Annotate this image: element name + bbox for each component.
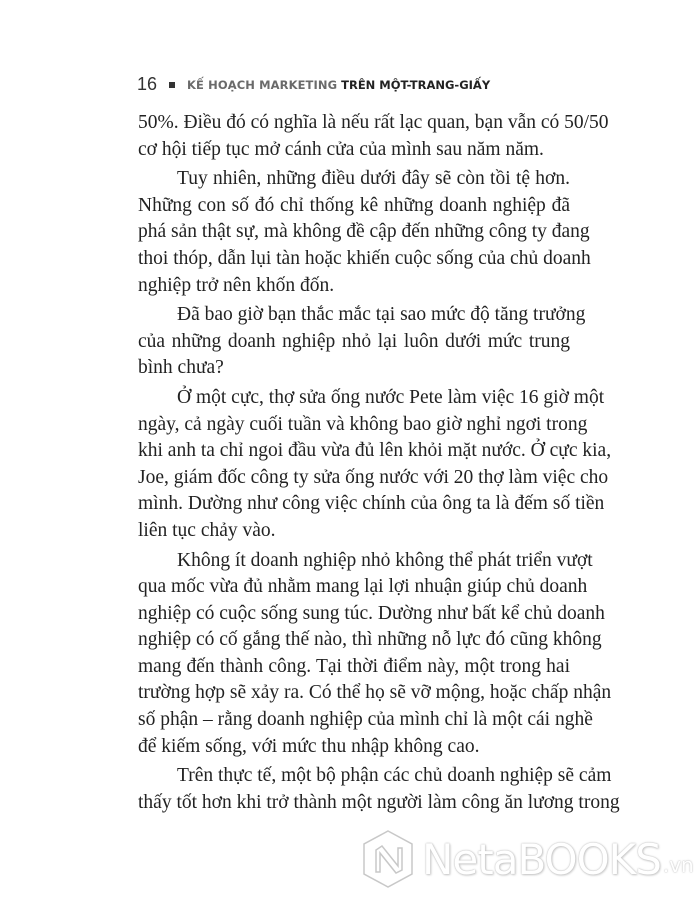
text-line: Không ít doanh nghiệp nhỏ không thể phát triển vượt	[177, 549, 593, 571]
paragraph	[138, 302, 586, 382]
text-line: ngày, cả ngày cuối tuần và không bao giờ nghỉ ngơi trong	[138, 413, 588, 435]
square-bullet-icon	[169, 82, 175, 88]
text-line: nghiệp có cuộc sống sung túc. Dường như bất kể chủ doanh	[138, 602, 605, 624]
text-line: qua mốc vừa đủ nhằm mang lại lợi nhuận giúp chủ doanh	[138, 576, 588, 598]
paragraph	[138, 385, 612, 545]
text-line: Tuy nhiên, những điều dưới đây sẽ còn tồi tệ hơn.	[177, 168, 570, 190]
text-line: trường hợp sẽ xảy ra. Có thể họ sẽ vỡ mộng, hoặc chấp nhận	[138, 682, 612, 704]
text-line: thoi thóp, dẫn lụi tàn hoặc khiến cuộc sống của chủ doanh	[138, 247, 591, 269]
running-header	[137, 74, 490, 95]
paragraph	[138, 110, 609, 163]
netabooks-watermark	[360, 828, 694, 890]
text-line: liên tục chảy vào.	[138, 519, 276, 541]
paragraph	[138, 763, 620, 816]
text-line: cơ hội tiếp tục mở cánh cửa của mình sau năm năm.	[138, 138, 544, 160]
watermark-brand: NetaBOOKS	[422, 834, 661, 884]
text-line: nghiệp có cố gắng thế nào, thì những nỗ lực đó cũng không	[138, 629, 602, 651]
text-line: khi anh ta chỉ ngoi đầu vừa đủ lên khỏi mặt nước. Ở cực kia,	[138, 440, 612, 462]
page-body-text	[138, 110, 620, 819]
text-line: mang đến thành công. Tại thời điểm này, một trong hai	[138, 655, 570, 677]
book-title-part2: TRÊN MỘT-TRANG-GIẤY	[341, 77, 491, 92]
paragraph	[138, 548, 612, 761]
text-line: Joe, giám đốc công ty sửa ống nước với 20 thợ làm việc cho	[138, 466, 609, 488]
text-line: Ở một cực, thợ sửa ống nước Pete làm việc 16 giờ một	[177, 386, 605, 408]
text-line: 50%. Điều đó có nghĩa là nếu rất lạc quan, bạn vẫn có 50/50	[138, 112, 609, 133]
text-line: nghiệp trở nên khốn đốn.	[138, 274, 335, 296]
netabooks-logo-icon	[360, 828, 416, 890]
text-line: Đã bao giờ bạn thắc mắc tại sao mức độ tăng trưởng	[177, 304, 586, 326]
paragraph	[138, 166, 591, 299]
text-line: phá sản thật sự, mà không đề cập đến những công ty đang	[138, 221, 590, 243]
text-line: số phận – rằng doanh nghiệp của mình chỉ là một cái nghề	[138, 709, 593, 731]
text-line: bình chưa?	[138, 357, 224, 379]
text-line: mình. Dường như công việc chính của ông ta là đếm số tiền	[138, 493, 605, 515]
watermark-suffix: .vn	[662, 853, 694, 877]
text-line: để kiếm sống, với mức thu nhập không cao.	[138, 735, 480, 757]
text-line: thấy tốt hơn khi trở thành một người làm công ăn lương trong	[138, 791, 620, 813]
text-line: của những doanh nghiệp nhỏ lại luôn dưới mức trung	[138, 330, 570, 352]
book-title-part1: KẾ HOẠCH MARKETING	[187, 77, 338, 92]
page-number: 16	[137, 74, 158, 94]
text-line: Trên thực tế, một bộ phận các chủ doanh nghiệp sẽ cảm	[177, 765, 612, 787]
text-line: Những con số đó chỉ thống kê những doanh nghiệp đã	[138, 194, 570, 216]
